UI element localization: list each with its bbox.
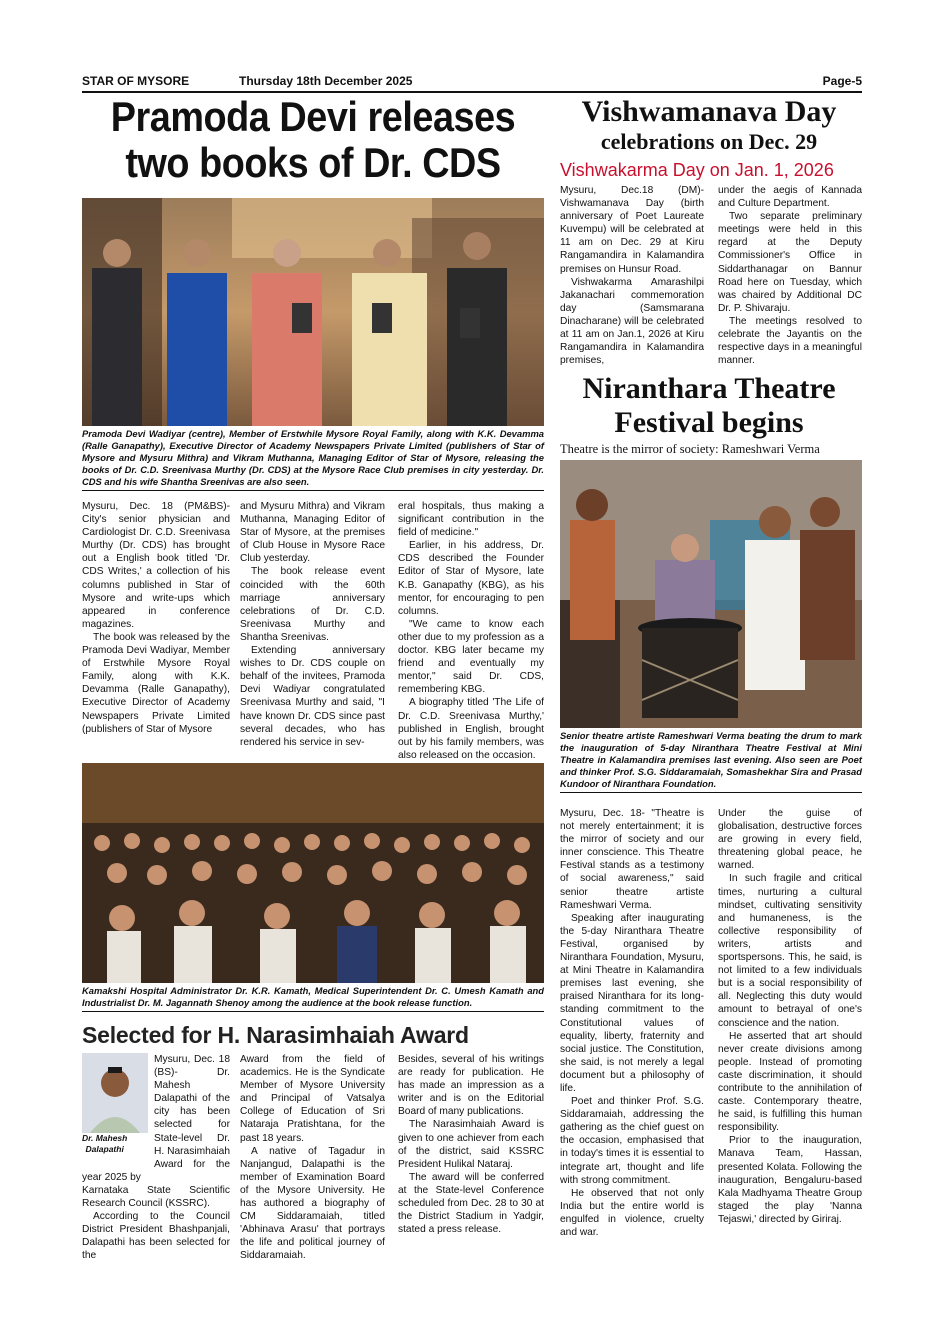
- paragraph: He asserted that art should never create divisions among people. Instead of promoting caste discrimination, it should contribute to the annihilation of caste. Contemporary theatre, he said, is fulfilling this human responsibility.: [718, 1030, 862, 1134]
- story4-col3: [398, 1053, 544, 1236]
- paragraph: Mysuru, Dec. 18- "Theatre is not merely entertainment; it is the mirror of society and our inner conscience. This Theatre Festival stands as a testimony of social awareness," said senior theatre artiste Rameshwari Verma.: [560, 808, 704, 911]
- award-headline: Selected for H. Narasimhaiah Award: [82, 1022, 469, 1048]
- vishwakarma-subhead: Vishwakarma Day on Jan. 1, 2026: [560, 160, 834, 180]
- portrait-caption-line1: Dr. Mahesh: [82, 1133, 128, 1143]
- story2-col2: [718, 184, 862, 367]
- story1-headline-line2: two books of Dr. CDS: [125, 139, 501, 186]
- vishwamanava-headline-line1: Vishwamanava Day: [581, 95, 837, 128]
- paragraph: The book release event coincided with the 60th marriage anniversary celebrations of Dr. C.D. Sreenivasa Murthy and Shantha Sreenivas.: [240, 566, 385, 643]
- story3-col1: [560, 807, 704, 1239]
- paragraph: Mysuru, Dec. 18 (BS)- Dr. Mahesh Dalapathi of the city has been selected for State-level Dr. H. Narasimhaiah Award for the year 2025 by: [82, 1054, 230, 1183]
- paragraph: Earlier, in his address, Dr. CDS described the Founder Editor of Star of Mysore, late K.B. Ganapathy (KBG), as his mentor, for encouraging to pen columns.: [398, 540, 544, 617]
- paragraph: Besides, several of his writings are ready for publication. He has made an impression as a writer and is on the Editorial Board of many publications.: [398, 1054, 544, 1118]
- page-number: Page-5: [822, 74, 862, 88]
- paragraph: In such fragile and critical times, nurturing a cultural mindset, cultivating sensitivity and humaneness, is the collective responsibility of writers, artists and sportspersons. This, he said, is not limited to a few individuals but is a social responsibility of all. Neglecting this duty would amount to betrayal of one's conscience and the nation.: [718, 873, 862, 1029]
- niranthara-headline-line2: Festival begins: [614, 406, 804, 439]
- drum-inauguration-photo: [560, 460, 862, 728]
- book-release-caption: Pramoda Devi Wadiyar (centre), Member of Erstwhile Mysore Royal Family, along with K.K. Devamma (Ralle Ganapathy), Executive Director of Academy Newspapers Private Limited (publishers of Star of Mysore and Mysuru Mithra) and Vikram Muthanna, Managing Editor of Star of Mysore, releasing the books of Dr. C.D. Sreenivasa Murthy (Dr. CDS) at the Mysore Race Club premises in city yesterday. Dr. CDS and his wife Shantha Sreenivas are also seen.: [82, 428, 544, 491]
- story1-col3: [398, 500, 544, 762]
- paragraph: Mysuru, Dec. 18 (PM&BS)- City's senior physician and Cardiologist Dr. C.D. Sreenivasa Murthy (Dr. CDS) has brought out a English book titled 'Dr. CDS Writes,' a collection of his columns published in Star of Mysore and write-ups which appeared in conference magazines.: [82, 501, 230, 630]
- issue-date: Thursday 18th December 2025: [239, 74, 413, 88]
- drum-inauguration-caption: Senior theatre artiste Rameshwari Verma beating the drum to mark the inauguration of 5-day Niranthara Theatre Festival at Mini Theatre in Kalamandira premises last evening. Also seen are Poet and thinker Prof. S.G. Siddaramaiah, Somashekhar Sira and Prasad Kundoor of Niranthara Foundation.: [560, 730, 862, 793]
- vishwamanava-headline-line2: celebrations on Dec. 29: [600, 129, 818, 154]
- paragraph: Speaking after inaugurating the 5-day Niranthara Theatre Festival, organised by Niranthara Foundation, Mysuru, at Mini Theatre in Kalamandira premises last evening, she praised Niranthara for its long-standing commitment to the Constitutional values of equality, liberty, fraternity and social justice. The Constitution, she said, is not merely a legal document but a philosophy of life.: [560, 912, 704, 1094]
- paragraph: A native of Tagadur in Nanjangud, Dalapathi is the member of Examination Board of the Mysore University. He has authored a biography of CM Siddaramaiah, titled 'Abhinava Arasu' that portrays the life and political journey of Siddaramaiah.: [240, 1145, 385, 1262]
- portrait-photo: [82, 1053, 148, 1133]
- audience-caption: Kamakshi Hospital Administrator Dr. K.R. Kamath, Medical Superintendent Dr. C. Umesh Kamath and Industrialist Dr. M. Jagannath Shenoy among the audience at the book release function.: [82, 985, 544, 1012]
- paragraph: He observed that not only India but the entire world is engulfed in violence, cruelty and war.: [560, 1187, 704, 1238]
- portrait-caption: [82, 1133, 127, 1155]
- story3-col2: [718, 807, 862, 1226]
- paragraph: Under the guise of globalisation, destructive forces are growing in every field, threatening global peace, he warned.: [718, 808, 862, 872]
- paragraph: Two separate preliminary meetings were held in this regard at the Deputy Commissioner's Office in Siddarthanagar on Bannur Road here on Tuesday, which was chaired by Additional DC Dr. P. Shivaraju.: [718, 211, 862, 314]
- paragraph: Poet and thinker Prof. S.G. Siddaramaiah, addressing the gathering as the chief guest on the occasion, emphasised that in today's times it is essential to integrate art, thought and life with strong commitment.: [560, 1096, 704, 1186]
- story2-col1: [560, 184, 704, 367]
- story4-col2: [240, 1053, 385, 1263]
- story1-col2: [240, 500, 385, 749]
- paragraph: The book was released by the Pramoda Devi Wadiyar, Member of Erstwhile Mysore Royal Family, along with K.K. Devamma (Ralle Ganapathy), Executive Director of Academy Newspapers Private Limited (publishers of Star of Mysore: [82, 631, 230, 735]
- story1-headline: [105, 94, 521, 186]
- paragraph: The Narasimhaiah Award is given to one achiever from each of the district, said KSSRC President Hulikal Nataraj.: [398, 1119, 544, 1170]
- paragraph: A biography titled 'The Life of Dr. C.D. Sreenivasa Murthy,' published in English, brought out by his family members, was also released on the occasion.: [398, 697, 544, 761]
- paragraph: Award from the field of academics. He is the Syndicate Member of Mysore University and Principal of Vatsalya College of Education of Sri Nataraja Pratishtana, for the past 18 years.: [240, 1054, 385, 1144]
- paragraph: The meetings resolved to celebrate the Jayantis on the respective days in a meaningful manner.: [718, 315, 862, 367]
- story1-headline-line1: Pramoda Devi releases: [110, 93, 516, 140]
- niranthara-kicker: Theatre is the mirror of society: Rameshwari Verma: [560, 442, 820, 456]
- paragraph: Prior to the inauguration, Manava Team, Hassan, presented Kolata. Following the inauguration, Bengaluru-based Kala Madhyama Theatre Group staged the play 'Nanna Tejaswi,' directed by Giriraj.: [718, 1135, 862, 1225]
- paragraph: The award will be conferred at the State-level Conference scheduled from Dec. 28 to 30 at the District Stadium in Yadgir, stated a press release.: [398, 1171, 544, 1236]
- story1-col1: [82, 500, 230, 736]
- paragraph: According to the Council District President Bhashpanjali, Dalapathi has been selected for the: [82, 1211, 230, 1262]
- portrait-caption-line2: Dalapathi: [85, 1144, 124, 1154]
- masthead: [82, 74, 862, 92]
- niranthara-headline: [556, 372, 862, 440]
- paper-name: STAR OF MYSORE: [82, 74, 190, 88]
- paragraph: Karnataka State Scientific Research Council (KSSRC).: [82, 1184, 230, 1210]
- paragraph: eral hospitals, thus making a significant contribution in the field of medicine.": [398, 501, 544, 539]
- story4-col1: [82, 1053, 230, 1263]
- paragraph: "We came to know each other due to my profession as a doctor. KBG later became my friend and eventually my mentor," said Dr. CDS, remembering KBG.: [398, 618, 544, 696]
- paragraph: and Mysuru Mithra) and Vikram Muthanna, Managing Editor of Star of Mysore, at the premises of Club House in Mysore Race Club yesterday.: [240, 501, 385, 565]
- paragraph: Extending anniversary wishes to Dr. CDS couple on behalf of the invitees, Pramoda Devi Wadiyar congratulated Sreenivasa Murthy and said, "I have known Dr. CDS since past several decades, who has rendered his service in sev-: [240, 645, 385, 748]
- paragraph: under the aegis of Kannada and Culture Department.: [718, 185, 862, 210]
- portrait-block: [82, 1053, 148, 1157]
- book-release-photo: [82, 198, 544, 426]
- niranthara-headline-line1: Niranthara Theatre: [582, 372, 836, 405]
- audience-photo: [82, 763, 544, 983]
- paragraph: Mysuru, Dec.18 (DM)- Vishwamanava Day (birth anniversary of Poet Laureate Kuvempu) will be celebrated at 11 am on Dec. 29 at Kiru Rangamandira in Kalamandira premises on Hunsur Road.: [560, 185, 704, 275]
- paragraph: Vishwakarma Amarashilpi Jakanachari commemoration day (Samsmarana Dinacharane) will be celebrated at 11 am on Jan.1, 2026 at Kiru Rangamandira in Kalamandira premises,: [560, 276, 704, 367]
